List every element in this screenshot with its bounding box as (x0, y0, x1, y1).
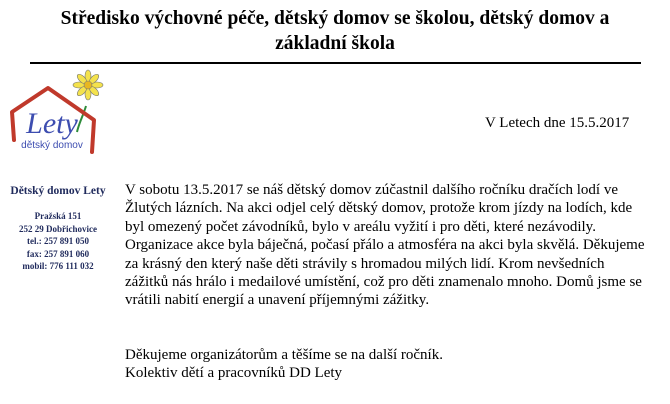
letter-body (125, 181, 650, 310)
fax-line: fax: 257 891 060 (26, 248, 90, 259)
letter-closing (125, 346, 443, 383)
organization-name: Dětský domov Lety (10, 185, 106, 197)
address-line: Pražská 151 (34, 211, 82, 221)
signature-line: Kolektiv dětí a pracovníků DD Lety (125, 365, 343, 382)
phone-line: tel.: 257 891 050 (27, 236, 89, 246)
logo-text: Lety (26, 107, 78, 140)
place-date: V Letech dne 15.5.2017 (485, 115, 630, 131)
body-paragraph: V sobotu 13.5.2017 se náš dětský domov zúčastnil dalšího ročníku dračích lodí ve Žlutých lázních. Na akci odjel celý dětský domov, protože krom jízdy na lodích, kde byl omezený počet závodníků, bylo v areálu vyžití i pro děti, které nezávodily. Organizace akce byla báječná, počasí přálo a atmosféra na akci byla skvělá. Děkujeme za krásný den který naše děti strávily s hromadou milých lidí. Krom nevšedních zážitků nás hrálo i medailové umístění, což pro děti znamenalo mnoho. Domů jsme se vrátili nabití energií a unavení příjemnými zážitky. (125, 182, 645, 309)
title-divider (30, 62, 641, 64)
lety-logo (6, 68, 110, 172)
logo-subtext: dětský domov (21, 140, 83, 151)
mobile-line: mobil: 776 111 032 (22, 261, 94, 271)
flower-icon (73, 70, 103, 100)
address-line: 252 29 Dobřichovice (19, 223, 97, 234)
page-title: Středisko výchovné péče, dětský domov se školou, dětský domov a základní škola (60, 8, 610, 54)
organization-contact (6, 184, 110, 273)
closing-line: Děkujeme organizátorům a těšíme se na další ročník. (125, 347, 443, 363)
